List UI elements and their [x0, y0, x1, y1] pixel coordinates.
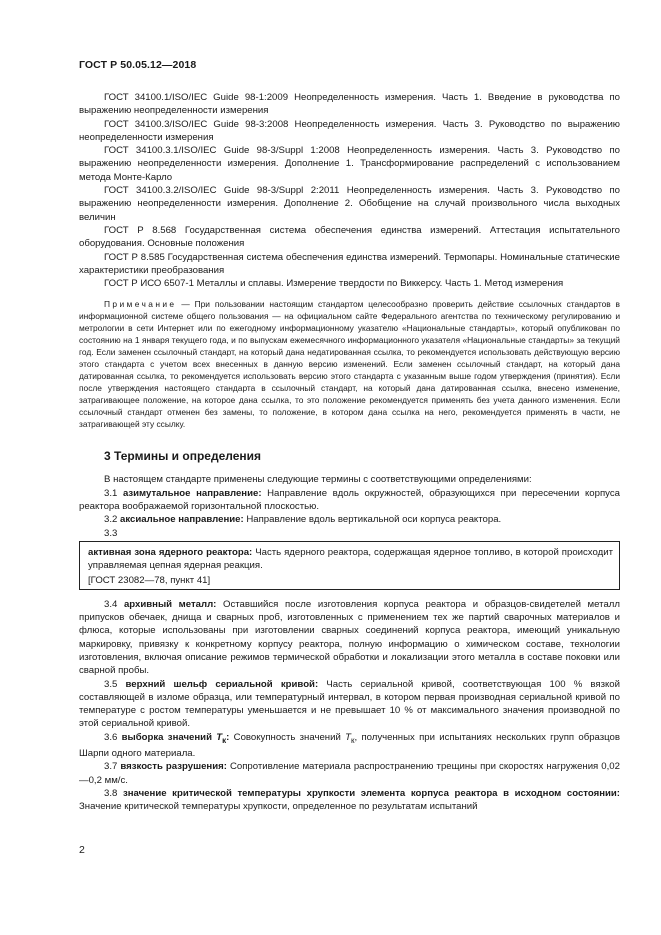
- term-number: 3.8: [104, 787, 123, 799]
- term-colon: :: [226, 731, 230, 743]
- term-definition: Часть ядерного реактора, содержащая ядерное топливо, в которой происходит управляемая цепная ядерная реакция.: [88, 546, 613, 572]
- reference-item: ГОСТ Р 8.568 Государственная система обеспечения единства измерений. Аттестация испытательного оборудования. Основные положения: [79, 224, 620, 250]
- term-number: 3.1: [104, 487, 123, 499]
- term-definition: Оставшийся после изготовления корпуса реактора и образцов-свидетелей металл припусков обечаек, днища и сварных проб, изготовленных с применением тех же партий сварочных материалов и флюса, которые использованы при изготовлении сварных соединений корпуса реактора, имеющий уникальную маркировку, привязку к конкретному корпусу реактора, полную информацию о химическом составе, технологии изготовления, включая описание режимов термической обработки и локализации этого металла в составе поковки или сварной пробы.: [79, 598, 620, 677]
- term-3-2: [79, 513, 620, 526]
- term-definition: Совокупность значений: [229, 731, 346, 743]
- symbol-t: T: [216, 731, 223, 743]
- term-name-text: выборка значений: [121, 731, 217, 743]
- term-name: верхний шельф сериальной кривой:: [125, 678, 319, 690]
- reference-item: ГОСТ 34100.1/ISO/IEC Guide 98-1:2009 Неопределенность измерения. Часть 1. Введение в руководства по выражению неопределенности измерения: [79, 92, 620, 117]
- note-label: Примечание: [104, 299, 177, 310]
- term-name: активная зона ядерного реактора:: [88, 546, 253, 558]
- symbol-t: T: [345, 731, 351, 743]
- term-name: архивный металл:: [123, 598, 217, 610]
- term-name: [122, 732, 230, 743]
- term-3-6: [79, 731, 620, 761]
- term-3-5: [79, 678, 620, 731]
- reference-item: ГОСТ Р 8.585 Государственная система обеспечения единства измерений. Термопары. Номинальные статические характеристики преобразования: [79, 251, 620, 276]
- term-definition: Направление вдоль окружностей, образующихся при пересечении корпуса реактора воображаемой горизонтальной плоскостью.: [79, 487, 620, 513]
- reference-item: ГОСТ 34100.3.2/ISO/IEC Guide 98-3/Suppl 2:2011 Неопределенность измерения. Часть 3. Руководство по выражению неопределенности измерения. Дополнение 2. Обобщение на случай произвольного числа выходных величин: [79, 185, 620, 223]
- symbol-subscript: к: [351, 735, 355, 745]
- page-content: [79, 91, 620, 813]
- term-3-8: [79, 787, 620, 814]
- term-source: [ГОСТ 23082—78, пункт 41]: [88, 574, 211, 586]
- term-number: 3.7: [104, 761, 121, 773]
- reference-item: ГОСТ 34100.3.1/ISO/IEC Guide 98-3/Suppl 1:2008 Неопределенность измерения. Часть 3. Руководство по выражению неопределенности измерения. Дополнение 1. Трансформирование распределений с использованием метода Монте-Карло: [79, 145, 620, 183]
- note-text: — При пользовании настоящим стандартом целесообразно проверить действие ссылочных стандартов в информационной системе общего пользования — на официальном сайте Федерального агентства по техническому регулированию и метрологии в сети Интернет или по ежегодному информационному указателю «Национальные стандарты», который опубликован по состоянию на 1 января текущего года, и по выпускам ежемесячного информационного указателя «Национальные стандарты» за текущий год. Если заменен ссылочный стандарт, на который дана недатированная ссылка, то рекомендуется использовать действующую версию этого стандарта с учетом всех внесенных в данную версию изменений. Если заменен ссылочный стандарт, на который дана датированная ссылка, то рекомендуется использовать версию этого стандарта с указанным выше годом утверждения (принятия). Если после утверждения настоящего стандарта в ссылочный стандарт, на который дана датированная ссылка, внесено изменение, затрагивающее положение, на которое дана ссылка, то это положение рекомендуется применять без учета данного изменения. Если ссылочный стандарт отменен без замены, то положение, в котором дана ссылка на него, рекомендуется применять в части, не затрагивающей эту ссылку.: [79, 299, 620, 429]
- term-definition: Направление вдоль вертикальной оси корпуса реактора.: [243, 514, 502, 526]
- term-definition: Часть сериальной кривой, соответствующая 100 % вязкой составляющей в изломе образца, или температурный интервал, в котором первая производная сериальной кривой по температуре с ростом температуры уменьшается и не превышает 10 % от максимального значения производной по этой сериальной кривой.: [79, 678, 620, 730]
- term-definition: Сопротивление материала распространению трещины при скоростях нагружения 0,02—0,2 мм/с.: [79, 761, 620, 786]
- term-number: 3.4: [104, 598, 124, 610]
- note-paragraph: [79, 299, 620, 430]
- term-name: аксиальное направление:: [120, 514, 244, 526]
- reference-item: ГОСТ 34100.3/ISO/IEC Guide 98-3:2008 Неопределенность измерения. Часть 3. Руководство по выражению неопределенности измерения: [79, 118, 620, 143]
- term-definition-cont: , полученных при испытаниях нескольких групп образцов Шарпи одного материала.: [79, 731, 620, 759]
- term-3-3: [88, 546, 613, 573]
- term-3-3-number: 3.3: [104, 527, 118, 539]
- term-number: 3.2: [104, 514, 121, 526]
- term-name: вязкость разрушения:: [120, 761, 227, 773]
- term-number: 3.5: [104, 678, 126, 690]
- section-intro: В настоящем стандарте применены следующие термины с соответствующими определениями:: [104, 474, 532, 486]
- section-heading: 3 Термины и определения: [104, 449, 262, 464]
- term-3-7: [79, 760, 620, 787]
- term-3-3-box: [79, 541, 620, 590]
- term-name: азимутальное направление:: [122, 487, 262, 499]
- reference-item: ГОСТ Р ИСО 6507-1 Металлы и сплавы. Измерение твердости по Виккерсу. Часть 1. Метод измерения: [104, 278, 564, 290]
- term-3-1: [79, 487, 620, 514]
- term-number: 3.6: [104, 731, 122, 743]
- page-number: 2: [79, 844, 85, 856]
- document-header: ГОСТ Р 50.05.12—2018: [79, 59, 197, 71]
- term-3-4: [79, 598, 620, 678]
- term-name: значение критической температуры хрупкости элемента корпуса реактора в исходном состоянии:: [122, 787, 620, 799]
- symbol-subscript: к: [222, 735, 227, 745]
- term-definition: Значение критической температуры хрупкости, определенное по результатам испытаний: [79, 801, 478, 813]
